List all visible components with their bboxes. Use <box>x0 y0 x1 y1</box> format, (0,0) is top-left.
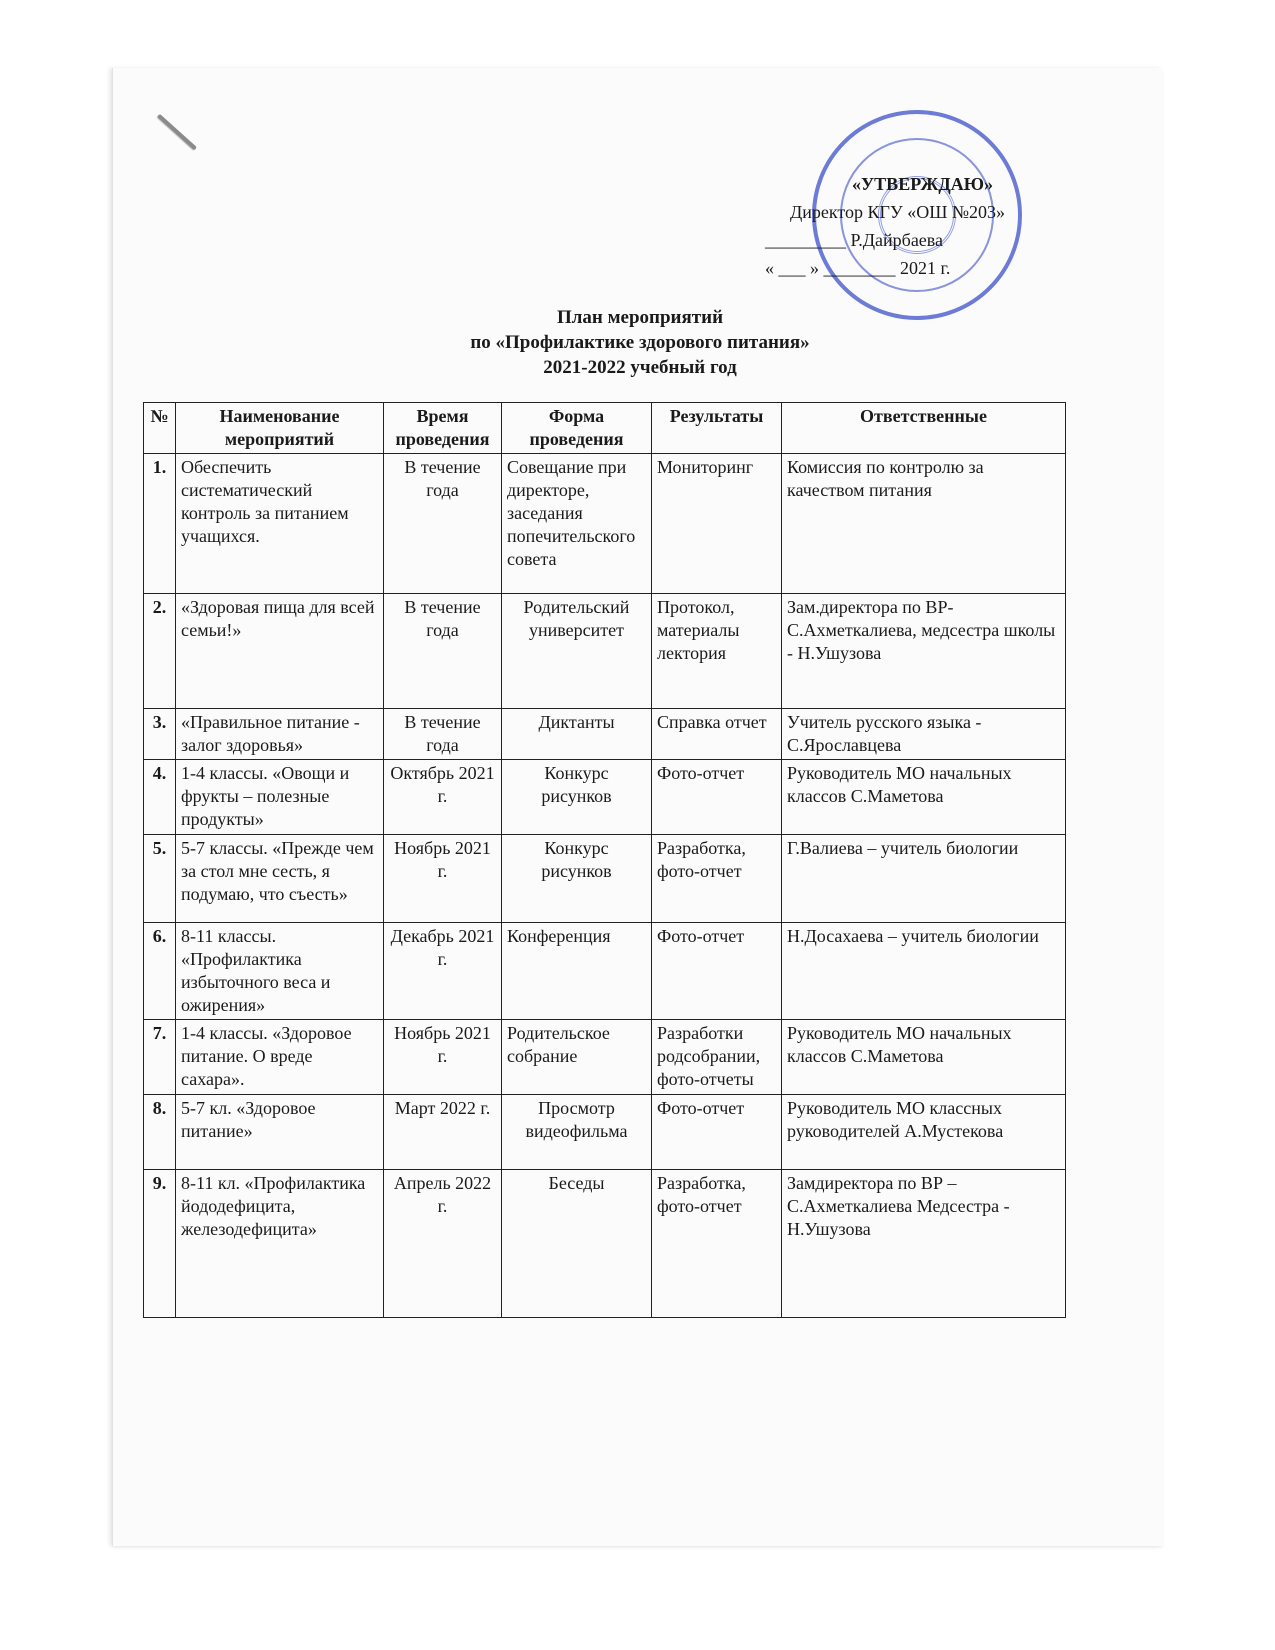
cell-result: Разработки родсобрании, фото-отчеты <box>652 1020 782 1095</box>
header-responsible: Ответственные <box>782 403 1066 454</box>
cell-num: 5. <box>144 835 176 923</box>
table-row <box>144 923 1066 1020</box>
cell-name: 1-4 классы. «Овощи и фрукты – полезные продукты» <box>176 760 384 835</box>
cell-result: Фото-отчет <box>652 1095 782 1170</box>
cell-time: Март 2022 г. <box>384 1095 502 1170</box>
cell-time: Декабрь 2021 г. <box>384 923 502 1020</box>
header-time: Время проведения <box>384 403 502 454</box>
cell-name: 5-7 кл. «Здоровое питание» <box>176 1095 384 1170</box>
table-row <box>144 594 1066 709</box>
cell-num: 2. <box>144 594 176 709</box>
cell-result: Протокол, материалы лектория <box>652 594 782 709</box>
cell-responsible: Руководитель МО классных руководителей А.Мустекова <box>782 1095 1066 1170</box>
cell-form: Совещание при директоре, заседания попечительского совета <box>502 454 652 594</box>
header-num: № <box>144 403 176 454</box>
approval-block <box>765 170 1090 282</box>
cell-num: 3. <box>144 709 176 760</box>
cell-name: 1-4 классы. «Здоровое питание. О вреде сахара». <box>176 1020 384 1095</box>
table-row <box>144 1095 1066 1170</box>
plan-table <box>143 402 1066 1318</box>
cell-name: 8-11 кл. «Профилактика йододефицита, железодефицита» <box>176 1170 384 1318</box>
cell-num: 9. <box>144 1170 176 1318</box>
cell-result: Разработка, фото-отчет <box>652 835 782 923</box>
cell-result: Фото-отчет <box>652 760 782 835</box>
cell-num: 8. <box>144 1095 176 1170</box>
cell-form: Просмотр видеофильма <box>502 1095 652 1170</box>
cell-time: В течение года <box>384 454 502 594</box>
cell-result: Мониторинг <box>652 454 782 594</box>
cell-responsible: Г.Валиева – учитель биологии <box>782 835 1066 923</box>
cell-responsible: Зам.директора по ВР- С.Ахметкалиева, медсестра школы - Н.Ушузова <box>782 594 1066 709</box>
cell-num: 6. <box>144 923 176 1020</box>
approval-date: « ___ » ________ 2021 г. <box>765 258 951 278</box>
table-row <box>144 835 1066 923</box>
cell-num: 1. <box>144 454 176 594</box>
cell-result: Справка отчет <box>652 709 782 760</box>
cell-form: Конкурс рисунков <box>502 835 652 923</box>
cell-num: 7. <box>144 1020 176 1095</box>
cell-result: Фото-отчет <box>652 923 782 1020</box>
header-name: Наименование мероприятий <box>176 403 384 454</box>
cell-time: Ноябрь 2021 г. <box>384 1020 502 1095</box>
cell-responsible: Руководитель МО начальных классов С.Маметова <box>782 1020 1066 1095</box>
cell-time: В течение года <box>384 709 502 760</box>
table-row <box>144 1170 1066 1318</box>
table-row <box>144 1020 1066 1095</box>
cell-form: Конкурс рисунков <box>502 760 652 835</box>
table-header-row <box>144 403 1066 454</box>
cell-form: Родительское собрание <box>502 1020 652 1095</box>
document-title <box>350 305 930 380</box>
cell-time: Ноябрь 2021 г. <box>384 835 502 923</box>
cell-result: Разработка, фото-отчет <box>652 1170 782 1318</box>
cell-num: 4. <box>144 760 176 835</box>
cell-time: Октябрь 2021 г. <box>384 760 502 835</box>
cell-responsible: Руководитель МО начальных классов С.Маметова <box>782 760 1066 835</box>
cell-form: Родительский университет <box>502 594 652 709</box>
cell-name: 5-7 классы. «Прежде чем за стол мне сесть, я подумаю, что съесть» <box>176 835 384 923</box>
approval-signature: _________ Р.Дайрбаева <box>765 230 944 250</box>
approval-position: Директор КГУ «ОШ №203» <box>790 202 1006 222</box>
table-row <box>144 454 1066 594</box>
title-line-1: План мероприятий <box>556 307 724 328</box>
cell-form: Конференция <box>502 923 652 1020</box>
cell-responsible: Учитель русского языка - С.Ярославцева <box>782 709 1066 760</box>
title-line-3: 2021-2022 учебный год <box>543 357 737 378</box>
cell-name: Обеспечить систематический контроль за питанием учащихся. <box>176 454 384 594</box>
cell-responsible: Комиссия по контролю за качеством питания <box>782 454 1066 594</box>
cell-time: В течение года <box>384 594 502 709</box>
cell-name: «Правильное питание - залог здоровья» <box>176 709 384 760</box>
cell-responsible: Н.Досахаева – учитель биологии <box>782 923 1066 1020</box>
table-row <box>144 709 1066 760</box>
cell-form: Беседы <box>502 1170 652 1318</box>
cell-responsible: Замдиректора по ВР – С.Ахметкалиева Медсестра - Н.Ушузова <box>782 1170 1066 1318</box>
header-result: Результаты <box>652 403 782 454</box>
approval-title: «УТВЕРЖДАЮ» <box>851 174 994 194</box>
cell-name: «Здоровая пища для всей семьи!» <box>176 594 384 709</box>
cell-name: 8-11 классы. «Профилактика избыточного веса и ожирения» <box>176 923 384 1020</box>
cell-time: Апрель 2022 г. <box>384 1170 502 1318</box>
cell-form: Диктанты <box>502 709 652 760</box>
header-form: Форма проведения <box>502 403 652 454</box>
table-row <box>144 760 1066 835</box>
title-line-2: по «Профилактике здорового питания» <box>470 332 810 353</box>
